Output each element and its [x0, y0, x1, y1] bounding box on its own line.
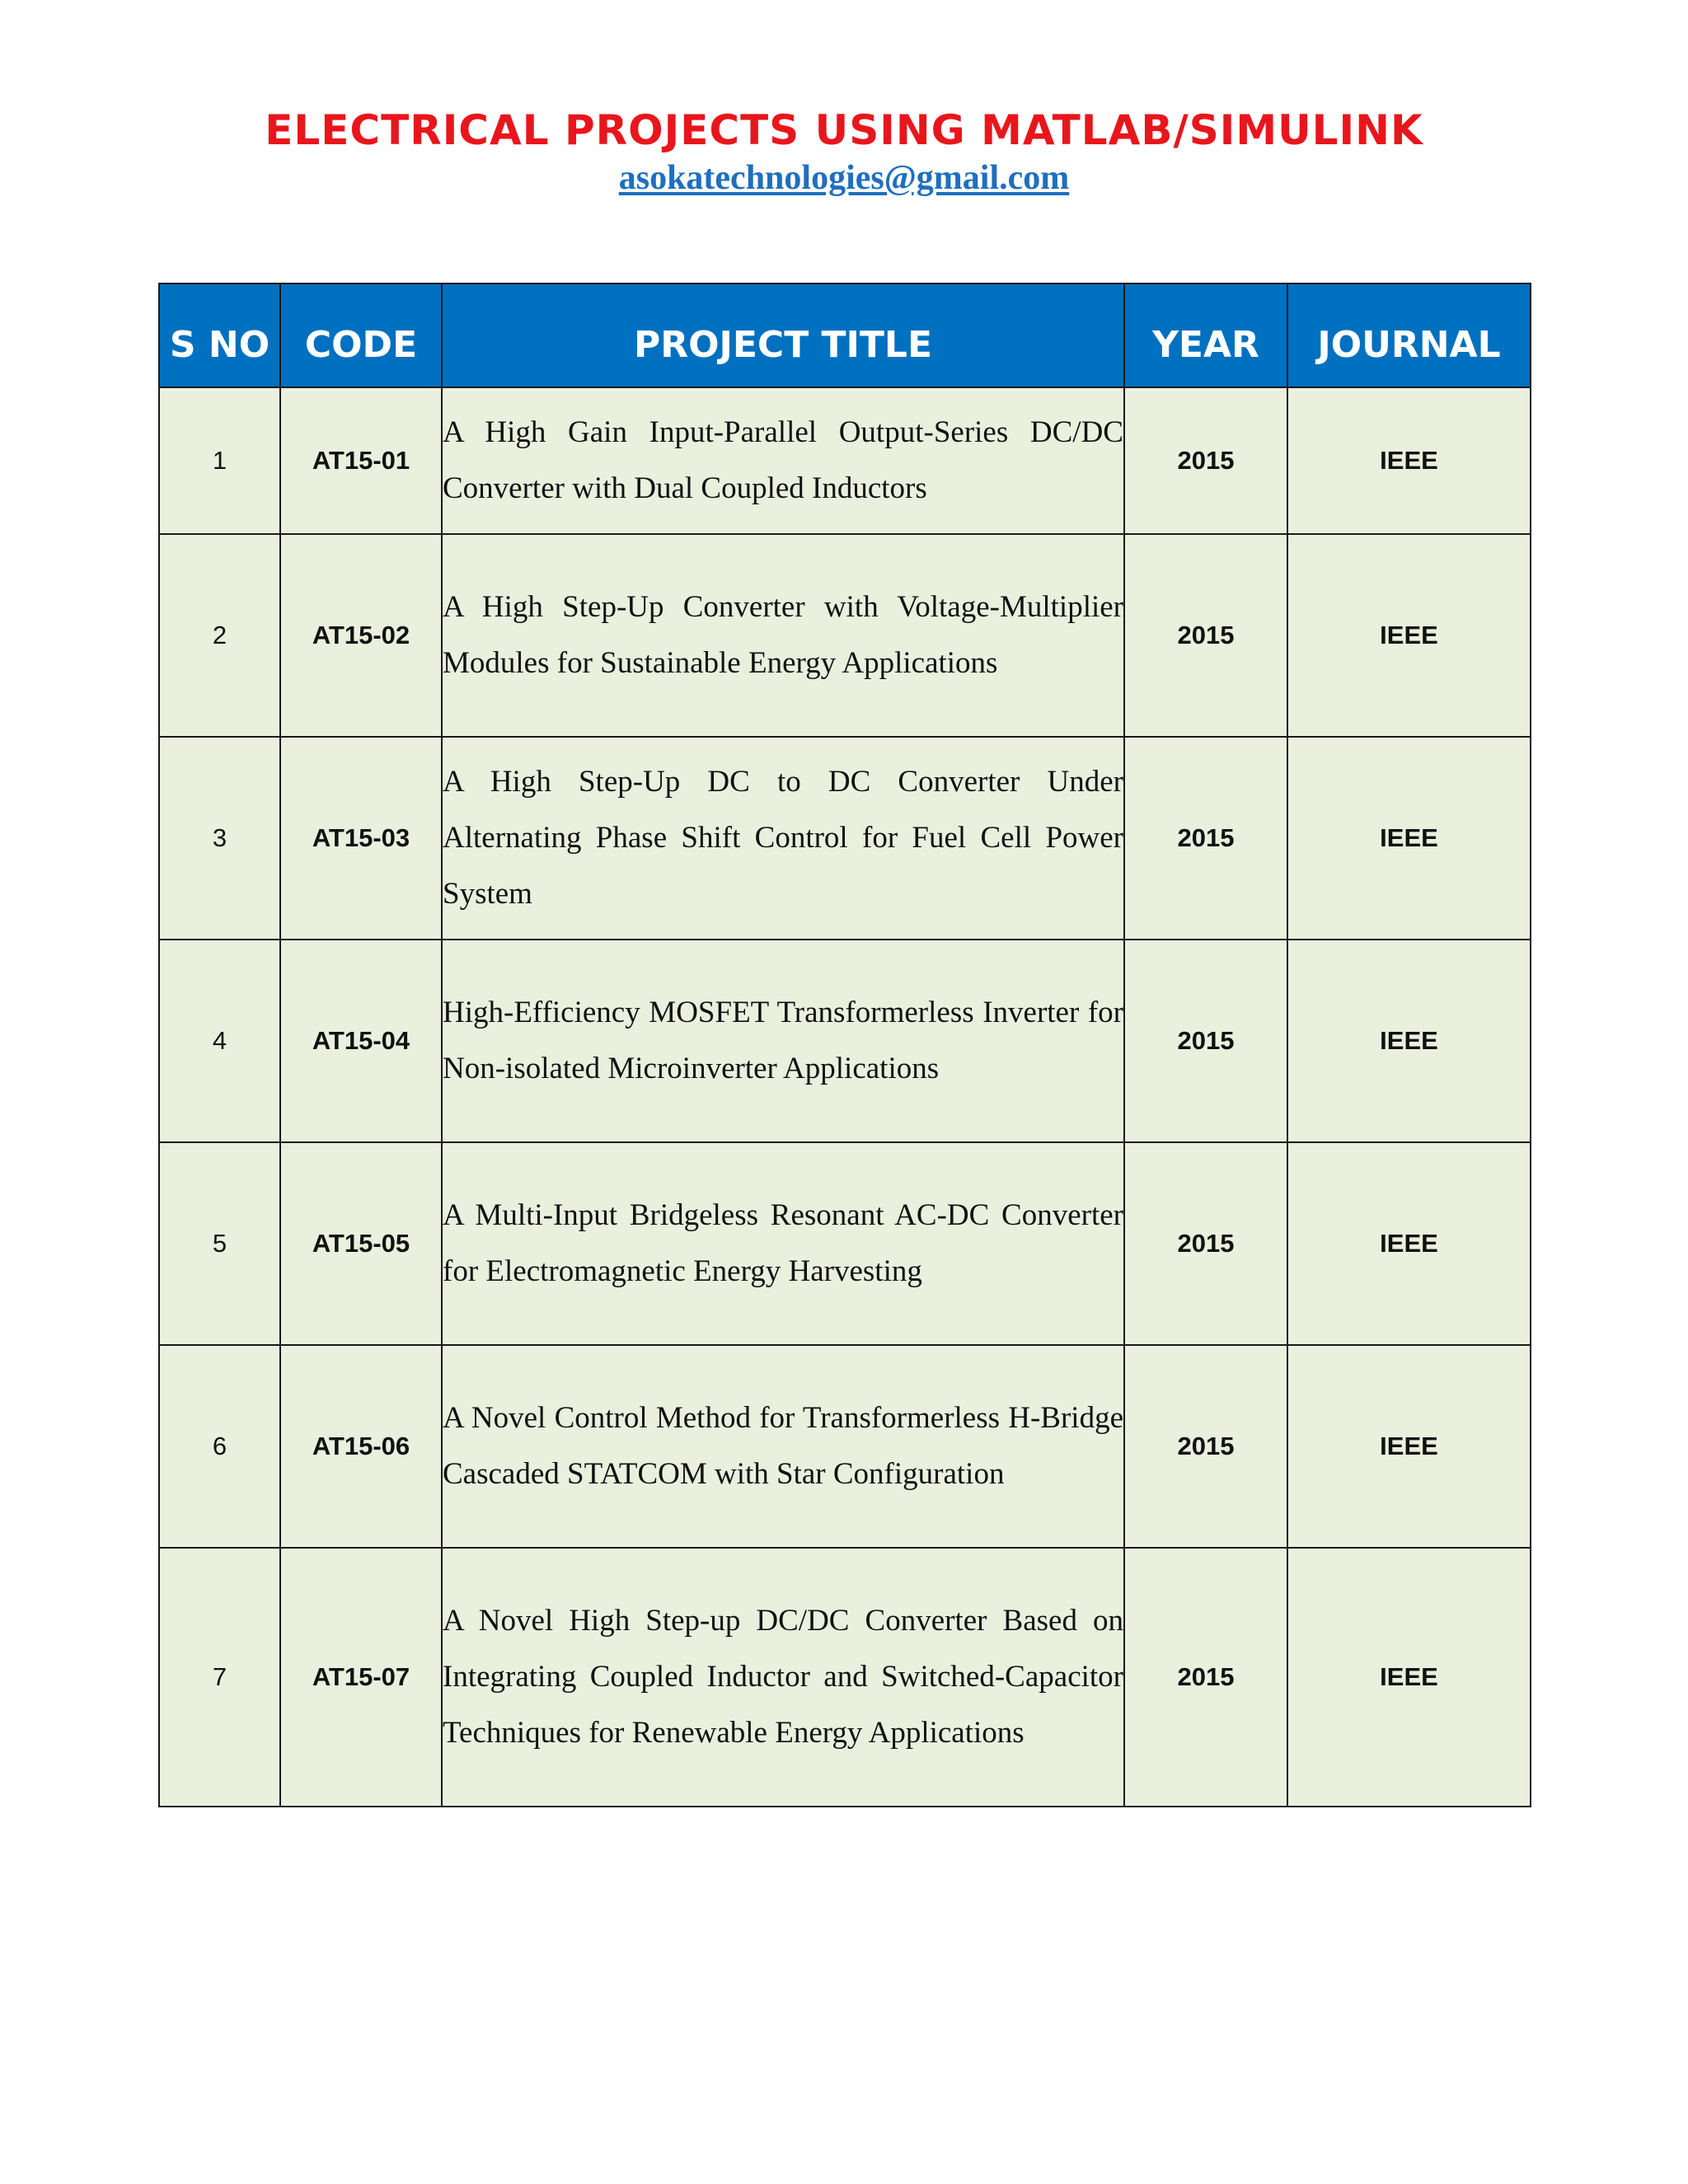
cell-year: 2015: [1124, 737, 1287, 940]
cell-journal: IEEE: [1287, 1142, 1531, 1345]
cell-sno: 2: [159, 534, 280, 737]
cell-sno: 7: [159, 1548, 280, 1807]
cell-sno: 1: [159, 387, 280, 534]
cell-journal: IEEE: [1287, 534, 1531, 737]
cell-journal: IEEE: [1287, 737, 1531, 940]
cell-year: 2015: [1124, 940, 1287, 1142]
table-row: [159, 1345, 1531, 1548]
col-header-title: PROJECT TITLE: [442, 284, 1124, 387]
col-header-journal: JOURNAL: [1287, 284, 1531, 387]
cell-title-text: A Multi-Input Bridgeless Resonant AC-DC Converter for Electromagnetic Energy Harvesting: [443, 1198, 1123, 1288]
cell-journal: IEEE: [1287, 940, 1531, 1142]
projects-table: [158, 283, 1531, 1807]
cell-journal: IEEE: [1287, 387, 1531, 534]
table-row: [159, 1548, 1531, 1807]
cell-sno: 6: [159, 1345, 280, 1548]
col-header-sno: S NO: [159, 284, 280, 387]
cell-title-text: A High Step-Up DC to DC Converter Under Alternating Phase Shift Control for Fuel Cell Power System: [443, 765, 1123, 911]
cell-journal: IEEE: [1287, 1548, 1531, 1807]
table-row: [159, 737, 1531, 940]
cell-code: AT15-01: [280, 387, 442, 534]
cell-year: 2015: [1124, 387, 1287, 534]
cell-year: 2015: [1124, 1548, 1287, 1807]
table-row: [159, 534, 1531, 737]
cell-title-text: A High Gain Input-Parallel Output-Series DC/DC Converter with Dual Coupled Inductors: [443, 415, 1123, 505]
table-row: [159, 1142, 1531, 1345]
email-link[interactable]: asokatechnologies@gmail.com: [618, 159, 1070, 197]
cell-title: [442, 387, 1124, 534]
cell-code: AT15-02: [280, 534, 442, 737]
cell-year: 2015: [1124, 1345, 1287, 1548]
cell-year: 2015: [1124, 534, 1287, 737]
cell-title: [442, 737, 1124, 940]
cell-sno: 5: [159, 1142, 280, 1345]
cell-code: AT15-07: [280, 1548, 442, 1807]
cell-title: [442, 940, 1124, 1142]
cell-journal: IEEE: [1287, 1345, 1531, 1548]
table-row: [159, 940, 1531, 1142]
cell-sno: 4: [159, 940, 280, 1142]
cell-code: AT15-03: [280, 737, 442, 940]
cell-title-text: A Novel High Step-up DC/DC Converter Based on Integrating Coupled Inductor and Switched-Capacitor Techniques for Renewable Energy Applications: [443, 1604, 1123, 1750]
col-header-code: CODE: [280, 284, 442, 387]
table-row: [159, 387, 1531, 534]
cell-code: AT15-05: [280, 1142, 442, 1345]
cell-code: AT15-06: [280, 1345, 442, 1548]
cell-title-text: A High Step-Up Converter with Voltage-Multiplier Modules for Sustainable Energy Applications: [443, 590, 1123, 680]
cell-title-text: A Novel Control Method for Transformerless H-Bridge Cascaded STATCOM with Star Configuration: [443, 1401, 1123, 1491]
table-header-row: [159, 284, 1531, 387]
cell-sno: 3: [159, 737, 280, 940]
page-title: ELECTRICAL PROJECTS USING MATLAB/SIMULINK: [265, 106, 1423, 154]
cell-code: AT15-04: [280, 940, 442, 1142]
cell-year: 2015: [1124, 1142, 1287, 1345]
cell-title: [442, 1345, 1124, 1548]
contact-email: [0, 155, 1688, 201]
cell-title: [442, 534, 1124, 737]
cell-title: [442, 1548, 1124, 1807]
cell-title: [442, 1142, 1124, 1345]
col-header-year: YEAR: [1124, 284, 1287, 387]
cell-title-text: High-Efficiency MOSFET Transformerless Inverter for Non-isolated Microinverter Applications: [443, 996, 1123, 1085]
